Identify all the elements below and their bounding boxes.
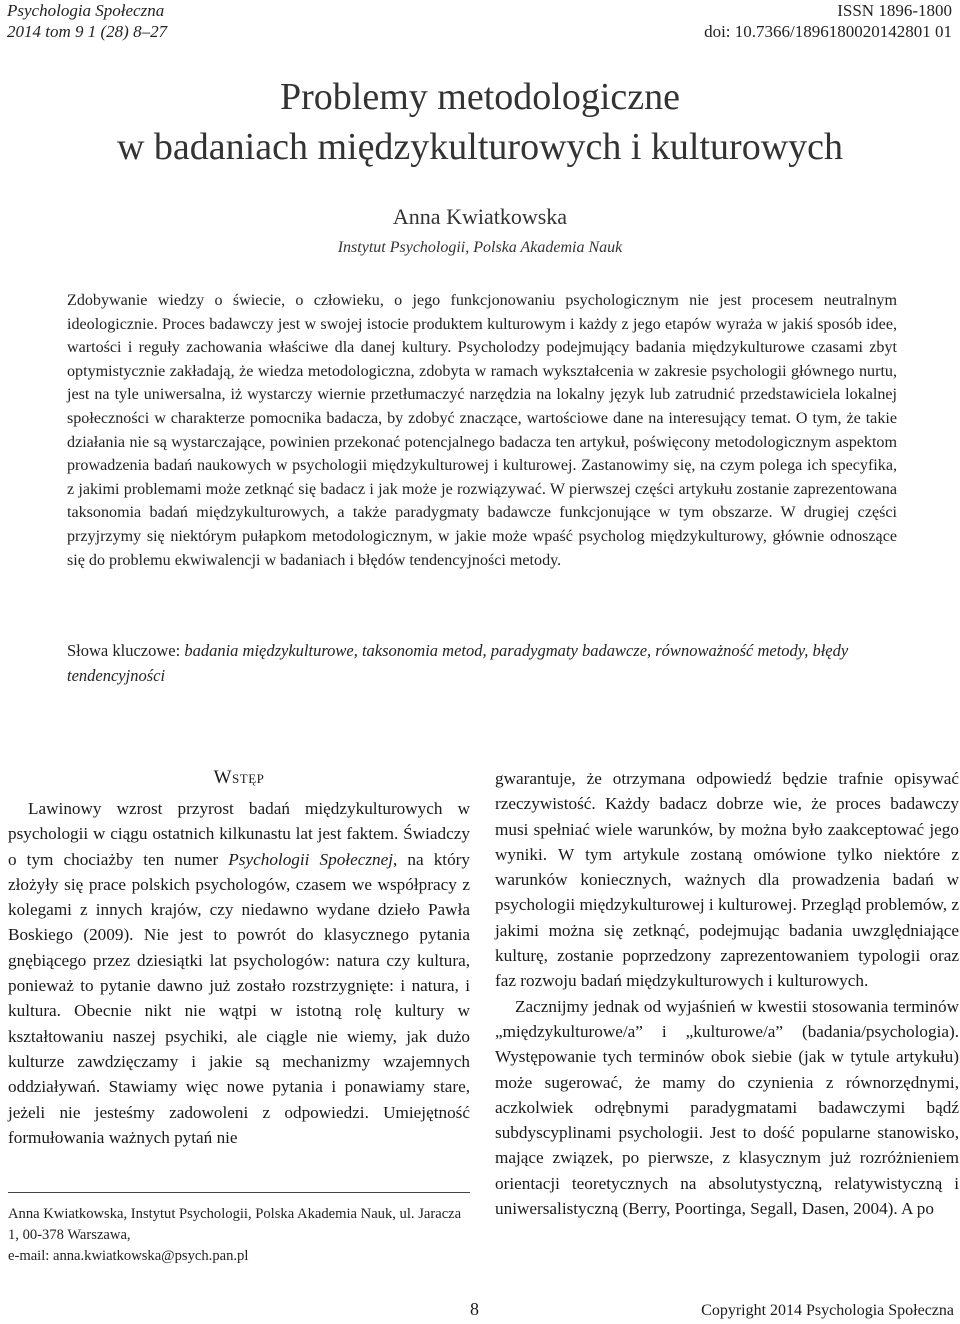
issn-doi-header (704, 0, 952, 42)
author-name: Anna Kwiatkowska (392, 204, 568, 229)
footnote-email: e-mail: anna.kwiatkowska@psych.pan.pl (8, 1248, 249, 1264)
paragraph: gwarantuje, że otrzymana odpowiedź będzie trafnie opisywać rzeczywistość. Każdy badacz dobrze wie, że proces badawczy musi spełniać wiele warunków, by można było zaakceptować jego wyniki. W tym artykule zostaną omówione tylko niektóre z warunków koniecznych, ważnych dla prowadzenia badań w psychologii międzykulturowej i kulturowej. Przegląd problemów, z jakimi można się zetknąć, podejmując badania uwzględniające kulturę, zostanie poprzedzony zaprezentowaniem typologii oraz faz rozwoju badań międzykulturowych i kulturowych. (495, 769, 959, 991)
paragraph: Zacznijmy jednak od wyjaśnień w kwestii stosowania terminów „międzykulturowe/a” i „kulturowe/a” (badania/psychologia). Występowanie tych terminów obok siebie (jak w tytule artykułu) może sugerować, że mamy do czynienia z równorzędnymi, aczkolwiek odrębnymi paradygmatami badawczymi bądź subdyscyplinami psychologii. Jest to dość popularne stanowisko, mające związek, po pierwsze, z klasycznym już rozróżnieniem orientacji teoretycznych na absolutystyczną, relatywistyczną i uniwersalistyczną (Berry, Poortinga, Segall, Dasen, 2004). A po (495, 996, 959, 1219)
journal-name: Psychologia Społeczna (7, 1, 165, 20)
keywords (67, 638, 897, 688)
keywords-label: Słowa kluczowe: (67, 641, 181, 660)
right-column (495, 766, 959, 1221)
paragraph (8, 796, 470, 1150)
abstract: Zdobywanie wiedzy o świecie, o człowieku, o jego funkcjonowaniu psychologicznym nie jest procesem neutralnym ideologicznie. Proces badawczy jest w swojej istocie produktem kulturowym i każdy z jego etapów wyraża w jakiś sposób idee, wartości i reguły zachowania właściwe dla danej kultury. Psycholodzy podejmujący badania międzykulturowe czasami zbyt optymistycznie zakładają, że wiedza metodologiczna, zdobyta w ramach wykształcenia w zakresie psychologii głównego nurtu, jest na tyle uniwersalna, iż wystarczy wiernie przetłumaczyć narzędzia na lokalny język lub zatrudnić przedstawiciela lokalnej społeczności w charakterze pomocnika badacza, by zdobyć znaczące, wartościowe dane na interesujący temat. O tym, że takie działania nie są wystarczające, powinien przekonać potencjalnego badacza ten artykuł, poświęcony metodologicznym aspektom prowadzenia badań naukowych w psychologii międzykulturowej i kulturowej. Zastanowimy się, na czym polega ich specyfika, z jakimi problemami może zetknąć się badacz i jak może je rozwiązywać. W pierwszej części artykułu zostanie zaprezentowana taksonomia badań międzykulturowych, a także paradygmaty badawcze funkcjonujące w tym obszarze. W drugiej części przyjrzymy się niektórym pułapkom metodologicznym, w jakie może wpaść psycholog międzykulturowy, głównie odnoszące się do problemu ekwiwalencji w badaniach i błędów tendencyjności metody. (67, 292, 897, 569)
journal-header (7, 0, 167, 42)
article-title (0, 72, 960, 172)
volume-line: 2014 tom 9 1 (28) 8–27 (7, 22, 168, 41)
copyright-notice: Copyright 2014 Psychologia Społeczna (701, 1302, 954, 1319)
doi: doi: 10.7366/1896180020142801 01 (704, 22, 952, 41)
section-heading: Wstęp (213, 767, 265, 788)
title-line-2: w badaniach międzykulturowych i kulturowych (116, 126, 844, 168)
footnote-address: Anna Kwiatkowska, Instytut Psychologii, Polska Akademia Nauk, ul. Jaracza 1, 00-378 Warszawa, (8, 1206, 462, 1243)
journal-reference: Psychologii Społecznej (228, 849, 394, 869)
left-column (8, 796, 470, 1150)
page-number: 8 (470, 1299, 479, 1319)
author-footnote (8, 1204, 470, 1267)
text-span: , na który złożyły się prace polskich psychologów, czasem we współpracy z kolegami z innych krajów, czy niedawno wydane dzieło Pawła Boskiego (2009). Nie jest to powrót do klasycznego pytania gnębiącego przez dziesiątki lat psychologów: natura czy kultura, ponieważ to pytanie dawno już zostało rozstrzygnięte: i natura, i kultura. Obecnie nikt nie wątpi w istotną rolę kultury w kształtowaniu naszej psychiki, ale ciągle nie wiemy, jak dużo kulturze zawdzięczamy i jakie są mechanizmy wzajemnych oddziaływań. Stawiamy więc nowe pytania i ponawiamy stare, jeżeli nie jesteśmy zadowoleni z odpowiedzi. Umiejętność formułowania ważnych pytań nie (8, 849, 470, 1147)
issn: ISSN 1896-1800 (837, 1, 952, 20)
author-affiliation: Instytut Psychologii, Polska Akademia Nauk (337, 239, 623, 256)
keywords-list: badania międzykulturowe, taksonomia metod, paradygmaty badawcze, równoważność metody, błędy tendencyjności (67, 641, 849, 685)
footnote-divider (8, 1192, 470, 1193)
title-line-1: Problemy metodologiczne (280, 76, 680, 118)
text-span: Lawinowy wzrost przyrost badań międzykulturowych w psychologii w ciągu ostatnich kilkunastu lat jest faktem. Świadczy o tym chociażby ten numer (8, 799, 470, 869)
